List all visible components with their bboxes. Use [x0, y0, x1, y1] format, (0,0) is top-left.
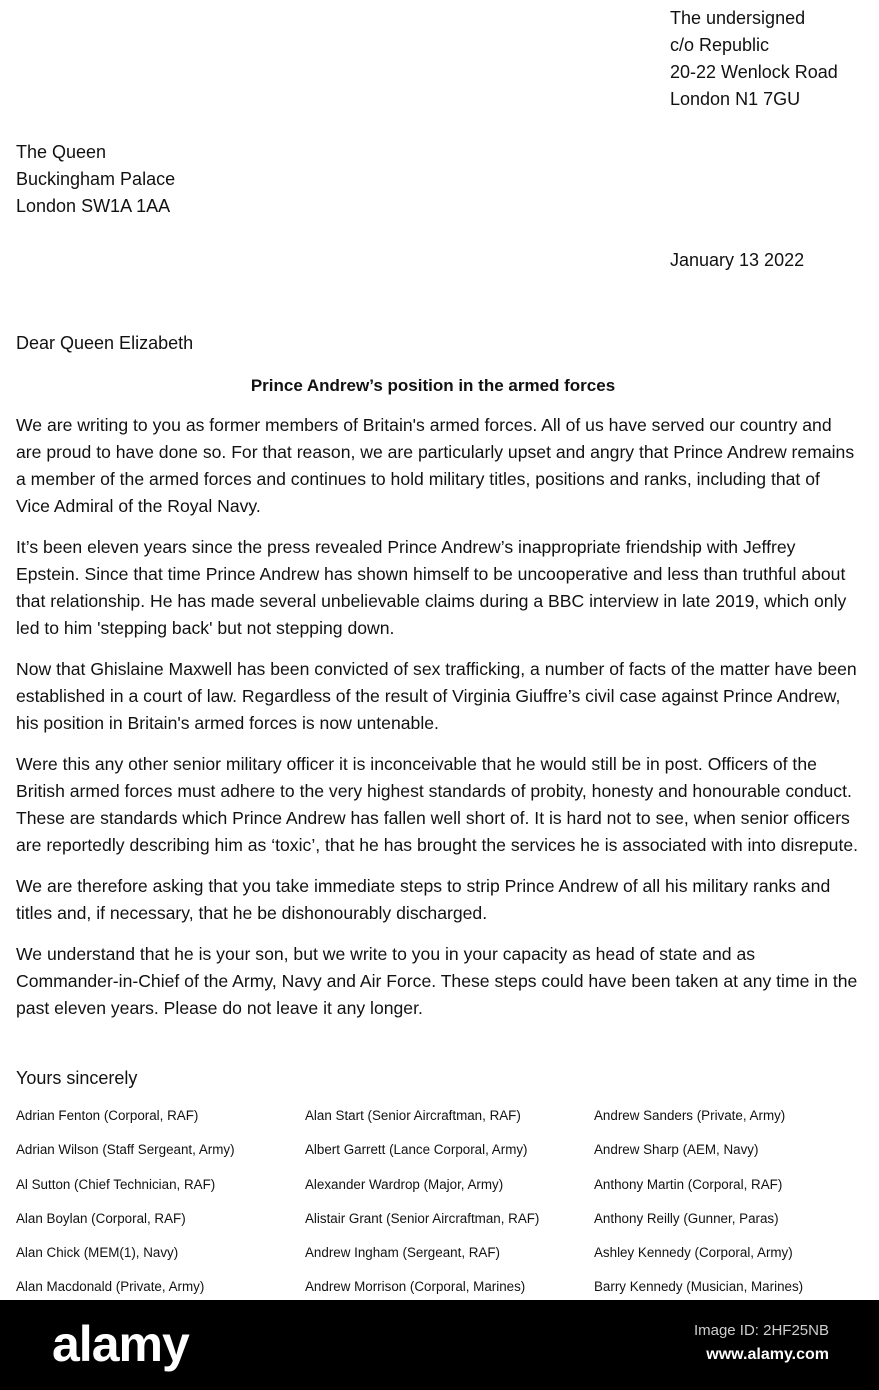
alamy-logo: alamy	[52, 1316, 189, 1372]
body-paragraph: We are therefore asking that you take immediate steps to strip Prince Andrew of all his military ranks and titles and, if necessary, that he be dishonourably discharged.	[16, 876, 831, 923]
letter-body	[16, 412, 858, 1036]
body-paragraph: Were this any other senior military officer it is inconceivable that he would still be in post. Officers of the British armed forces must adhere to the very highest standards of probity, honesty and honourable conduct. These are standards which Prince Andrew has fallen well short of. It is hard not to see, when senior officers are reportedly describing him as ‘toxic’, that he has brought the services he is associated with into disrepute.	[16, 754, 859, 855]
sender-address-line: c/o Republic	[670, 35, 770, 55]
sender-address-line: London N1 7GU	[670, 89, 801, 109]
signatory: Andrew Morrison (Corporal, Marines)	[305, 1279, 526, 1295]
letter-date: January 13 2022	[670, 250, 805, 270]
sender-address-line: 20-22 Wenlock Road	[670, 62, 838, 82]
signatory: Alan Macdonald (Private, Army)	[16, 1279, 205, 1295]
signatory: Adrian Fenton (Corporal, RAF)	[16, 1108, 199, 1123]
watermark-url: www.alamy.com	[706, 1346, 829, 1363]
signatory: Andrew Ingham (Sergeant, RAF)	[305, 1245, 500, 1261]
recipient-address-line: London SW1A 1AA	[16, 196, 171, 216]
signatory: Andrew Sharp (AEM, Navy)	[594, 1142, 759, 1158]
signatory: Adrian Wilson (Staff Sergeant, Army)	[16, 1142, 235, 1158]
signatory: Alistair Grant (Senior Aircraftman, RAF)	[305, 1210, 540, 1226]
body-paragraph: It’s been eleven years since the press revealed Prince Andrew’s inappropriate friendship with Jeffrey Epstein. Since that time Prince Andrew has shown himself to be uncooperative and less than truthful about that relationship. He has made several unbelievable claims during a BBC interview in late 2019, which only led to him 'stepping back' but not stepping down.	[16, 537, 847, 638]
signatory: Anthony Martin (Corporal, RAF)	[594, 1176, 783, 1192]
recipient-address-line: Buckingham Palace	[16, 169, 176, 189]
signatory: Anthony Reilly (Gunner, Paras)	[594, 1210, 779, 1226]
closing: Yours sincerely	[16, 1068, 138, 1088]
signatory: Al Sutton (Chief Technician, RAF)	[16, 1176, 216, 1192]
signatory: Albert Garrett (Lance Corporal, Army)	[305, 1142, 528, 1158]
watermark-bar	[0, 1300, 879, 1390]
recipient-address	[16, 139, 175, 220]
body-paragraph: We are writing to you as former members of Britain's armed forces. All of us have served our country and are proud to have done so. For that reason, we are particularly upset and angry that Prince Andrew remains a member of the armed forces and continues to hold military titles, positions and ranks, including that of Vice Admiral of the Royal Navy.	[16, 415, 855, 516]
recipient-address-line: The Queen	[16, 142, 107, 162]
body-paragraph: We understand that he is your son, but we write to you in your capacity as head of state and as Commander-in-Chief of the Army, Navy and Air Force. These steps could have been taken at any time in the past eleven years. Please do not leave it any longer.	[16, 944, 858, 1018]
signatory-list	[16, 1102, 866, 1308]
signatory: Alan Chick (MEM(1), Navy)	[16, 1245, 179, 1261]
signatory: Alexander Wardrop (Major, Army)	[305, 1176, 504, 1192]
image-id: Image ID: 2HF25NB	[693, 1322, 829, 1339]
salutation: Dear Queen Elizabeth	[16, 333, 194, 353]
signatory: Alan Start (Senior Aircraftman, RAF)	[305, 1108, 521, 1123]
signatory: Barry Kennedy (Musician, Marines)	[594, 1279, 804, 1295]
signatory: Andrew Sanders (Private, Army)	[594, 1108, 786, 1123]
signatory: Ashley Kennedy (Corporal, Army)	[594, 1245, 793, 1261]
body-paragraph: Now that Ghislaine Maxwell has been convicted of sex trafficking, a number of facts of the matter have been established in a court of law. Regardless of the result of Virginia Giuffre’s civil case against Prince Andrew, his position in Britain's armed forces is now untenable.	[16, 659, 857, 733]
sender-address-line: The undersigned	[670, 8, 806, 28]
sender-address	[670, 5, 838, 113]
signatory: Alan Boylan (Corporal, RAF)	[16, 1210, 186, 1226]
subject-heading: Prince Andrew’s position in the armed forces	[250, 376, 616, 395]
